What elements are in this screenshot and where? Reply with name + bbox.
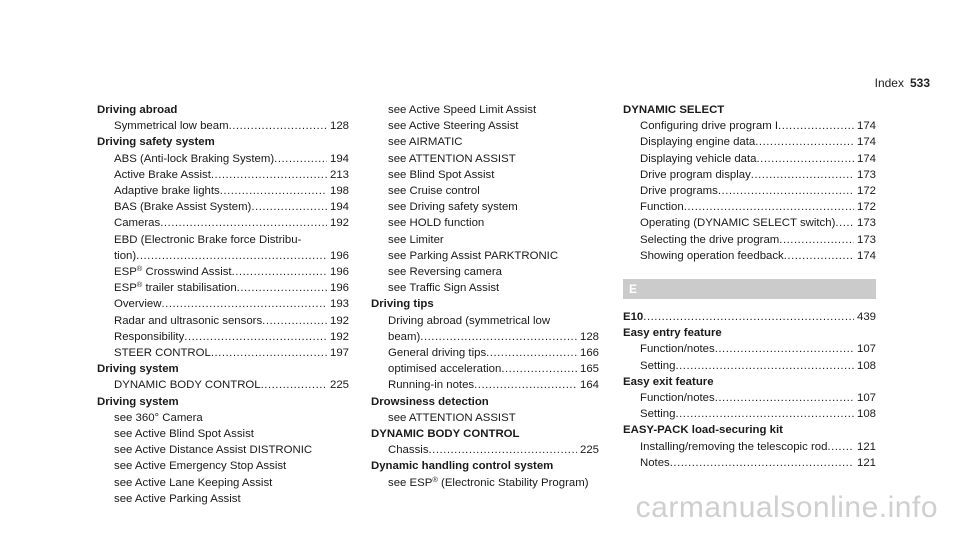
- index-entry: [97, 377, 349, 393]
- entry-label: Operating (DYNAMIC SELECT switch): [640, 217, 836, 230]
- entry-text: see Limiter: [388, 233, 444, 246]
- index-entry: [97, 248, 349, 264]
- entry-label: Drive programs: [640, 185, 718, 198]
- index-heading: Easy entry feature: [623, 327, 722, 340]
- index-entry: [97, 296, 349, 312]
- page-ref: 194: [329, 201, 349, 214]
- entry-text: see Driving safety system: [388, 201, 518, 214]
- dot-leader: [715, 341, 854, 357]
- page-ref: 197: [329, 347, 349, 360]
- dot-leader: [784, 248, 854, 264]
- entry-text: [388, 345, 486, 361]
- entry-label: Displaying engine data: [640, 136, 756, 149]
- index-subentry: [97, 426, 349, 442]
- page-ref: 166: [579, 347, 599, 360]
- entry-text: see Reversing camera: [388, 266, 502, 279]
- entry-label: E10: [623, 311, 644, 324]
- entry-text: see Blind Spot Assist: [388, 168, 495, 181]
- index-entry: [97, 167, 349, 183]
- entry-text: [388, 329, 420, 345]
- page-ref: 174: [856, 249, 876, 262]
- entry-text: [114, 167, 211, 183]
- index-heading: Driving tips: [371, 298, 434, 311]
- dot-leader: [757, 151, 854, 167]
- index-heading: Driving safety system: [97, 136, 215, 149]
- entry-text: [640, 118, 778, 134]
- dot-leader: [262, 313, 327, 329]
- index-subentry: [371, 232, 599, 248]
- page-ref: 172: [856, 201, 876, 214]
- index-subentry: [371, 102, 599, 118]
- page-ref: 108: [856, 408, 876, 421]
- index-subentry: [371, 199, 599, 215]
- index-entry: [623, 215, 876, 231]
- page-ref: 196: [329, 282, 349, 295]
- entry-text: [640, 390, 715, 406]
- page-ref: 173: [856, 217, 876, 230]
- index-subentry: [371, 313, 599, 329]
- index-subentry: [371, 280, 599, 296]
- entry-label: ESP: [114, 266, 137, 279]
- index-subentry: [97, 410, 349, 426]
- entry-text: see ATTENTION ASSIST: [388, 411, 516, 424]
- dot-leader: [220, 183, 327, 199]
- page-ref: 196: [329, 266, 349, 279]
- entry-text: [114, 199, 251, 215]
- entry-text: see Active Steering Assist: [388, 120, 519, 133]
- page-ref: 198: [329, 185, 349, 198]
- index-column-3: [623, 102, 876, 471]
- page-ref: 225: [579, 444, 599, 457]
- entry-text: [640, 134, 755, 150]
- entry-text: [388, 361, 501, 377]
- entry-label: Chassis: [388, 444, 429, 457]
- page-ref: 121: [856, 440, 876, 453]
- page-ref: 192: [329, 217, 349, 230]
- registered-mark: ®: [136, 280, 143, 290]
- index-entry: [97, 215, 349, 231]
- index-entry: [97, 118, 349, 134]
- entry-text: [114, 280, 237, 296]
- entry-text: [114, 215, 160, 231]
- index-entry: [97, 345, 349, 361]
- entry-text: [640, 248, 784, 264]
- entry-text: [114, 296, 161, 312]
- index-entry: [97, 183, 349, 199]
- entry-label: Drive program display: [640, 168, 751, 181]
- entry-label: ABS (Anti-lock Braking System): [114, 152, 275, 165]
- index-entry: [97, 264, 349, 280]
- index-entry: [623, 455, 876, 471]
- entry-label: Responsibility: [114, 330, 185, 343]
- entry-text: [388, 377, 474, 393]
- index-entry: [371, 345, 599, 361]
- entry-text: see HOLD function: [388, 217, 485, 230]
- entry-text: [114, 313, 262, 329]
- entry-text: see 360° Camera: [114, 411, 203, 424]
- entry-label: General driving tips: [388, 347, 487, 360]
- entry-text-rest: Crosswind Assist: [142, 266, 232, 279]
- watermark-text: carmanualsonline.info: [635, 491, 938, 524]
- entry-text: [640, 439, 827, 455]
- page-ref: 128: [329, 120, 349, 133]
- dot-leader: [643, 309, 854, 325]
- dot-leader: [486, 345, 577, 361]
- entry-label: STEER CONTROL: [114, 347, 211, 360]
- page-ref: 193: [329, 298, 349, 311]
- index-entry: [623, 248, 876, 264]
- index-heading: Easy exit feature: [623, 375, 714, 388]
- page-ref: 213: [329, 168, 349, 181]
- entry-label: Adaptive brake lights: [114, 185, 220, 198]
- entry-text: [114, 151, 274, 167]
- entry-text: see AIRMATIC: [388, 136, 463, 149]
- entry-text: [640, 151, 757, 167]
- page-number: 533: [909, 76, 930, 90]
- entry-text: [640, 358, 675, 374]
- entry-text: EBD (Electronic Brake force Distribu-: [114, 233, 302, 246]
- index-entry: [623, 199, 876, 215]
- index-entry: [371, 442, 599, 458]
- page-ref: 107: [856, 392, 876, 405]
- page-ref: 173: [856, 233, 876, 246]
- index-column-1: [97, 102, 349, 507]
- index-entry: [97, 329, 349, 345]
- entry-label: Running-in notes: [388, 379, 475, 392]
- dot-leader: [229, 118, 327, 134]
- entry-label: beam): [388, 330, 421, 343]
- index-entry: [623, 232, 876, 248]
- entry-text: see Active Distance Assist DISTRONIC: [114, 444, 313, 457]
- entry-label: optimised acceleration: [388, 363, 502, 376]
- page-header: [875, 76, 930, 90]
- index-entry: [623, 183, 876, 199]
- entry-text: [640, 199, 684, 215]
- entry-label: Symmetrical low beam: [114, 120, 229, 133]
- dot-leader: [675, 358, 854, 374]
- entry-label: ESP: [114, 282, 137, 295]
- entry-text: [388, 442, 429, 458]
- dot-leader: [429, 442, 577, 458]
- entry-text: [640, 232, 779, 248]
- entry-text: [623, 309, 643, 325]
- index-subentry: [371, 134, 599, 150]
- index-subentry: [371, 410, 599, 426]
- entry-text: see Parking Assist PARKTRONIC: [388, 249, 559, 262]
- dot-leader: [160, 215, 327, 231]
- entry-text: see ATTENTION ASSIST: [388, 152, 516, 165]
- dot-leader: [211, 345, 327, 361]
- index-subentry: [97, 491, 349, 507]
- index-entry: [623, 134, 876, 150]
- entry-text: see Active Lane Keeping Assist: [114, 476, 273, 489]
- entry-text: [640, 341, 715, 357]
- index-heading: DYNAMIC BODY CONTROL: [371, 428, 520, 441]
- entry-label: Notes: [640, 456, 670, 469]
- entry-text: [114, 345, 211, 361]
- entry-label: Function/notes: [640, 392, 715, 405]
- entry-text: [640, 167, 751, 183]
- index-heading: Driving abroad: [97, 104, 178, 116]
- page-ref: 173: [856, 168, 876, 181]
- index-heading: DYNAMIC SELECT: [623, 104, 725, 116]
- dot-leader: [501, 361, 577, 377]
- entry-text: see ESP: [388, 476, 433, 489]
- index-heading: Dynamic handling control system: [371, 460, 554, 473]
- entry-text: Driving abroad (symmetrical low: [388, 314, 551, 327]
- index-heading: Drowsiness detection: [371, 395, 489, 408]
- index-column-2: [371, 102, 599, 491]
- index-subentry: [97, 475, 349, 491]
- dot-leader: [261, 377, 327, 393]
- dot-leader: [827, 439, 854, 455]
- index-subentry: [371, 215, 599, 231]
- dot-leader: [211, 167, 327, 183]
- page-ref: 164: [579, 379, 599, 392]
- entry-label: Displaying vehicle data: [640, 152, 757, 165]
- dot-leader: [755, 134, 854, 150]
- dot-leader: [232, 264, 327, 280]
- dot-leader: [161, 296, 327, 312]
- entry-text: [114, 248, 136, 264]
- entry-text: [640, 406, 675, 422]
- page-ref: 172: [856, 185, 876, 198]
- page-ref: 225: [329, 379, 349, 392]
- index-subentry: [371, 118, 599, 134]
- index-subentry: [371, 475, 599, 491]
- dot-leader: [184, 329, 327, 345]
- index-entry: [97, 199, 349, 215]
- dot-leader: [670, 455, 854, 471]
- page-ref: 192: [329, 330, 349, 343]
- index-subentry: [97, 458, 349, 474]
- entry-text: see Active Emergency Stop Assist: [114, 460, 287, 473]
- entry-label: BAS (Brake Assist System): [114, 201, 252, 214]
- dot-leader: [675, 406, 854, 422]
- entry-label: Setting: [640, 359, 676, 372]
- entry-text: [114, 377, 261, 393]
- registered-mark: ®: [136, 264, 143, 274]
- index-heading: EASY-PACK load-securing kit: [623, 424, 783, 437]
- index-subentry: [97, 442, 349, 458]
- page-ref: 121: [856, 456, 876, 469]
- dot-leader: [751, 167, 854, 183]
- entry-label: Configuring drive program I: [640, 120, 779, 133]
- dot-leader: [718, 183, 854, 199]
- dot-leader: [779, 232, 854, 248]
- entry-text-rest: (Electronic Stability Program): [437, 476, 589, 489]
- dot-leader: [237, 280, 327, 296]
- index-heading: Driving system: [97, 363, 179, 376]
- page-ref: 128: [579, 330, 599, 343]
- index-entry: [623, 390, 876, 406]
- entry-text: [640, 455, 670, 471]
- entry-label: Radar and ultrasonic sensors: [114, 314, 263, 327]
- index-entry: [623, 151, 876, 167]
- dot-leader: [136, 248, 327, 264]
- index-entry: [623, 309, 876, 325]
- page-ref: 196: [329, 249, 349, 262]
- index-subentry: [371, 151, 599, 167]
- entry-label: Showing operation feedback: [640, 249, 784, 262]
- index-subentry: [371, 248, 599, 264]
- entry-text: see Active Speed Limit Assist: [388, 104, 537, 116]
- entry-label: Installing/removing the telescopic rod: [640, 440, 828, 453]
- dot-leader: [715, 390, 854, 406]
- entry-label: Overview: [114, 298, 162, 311]
- entry-text: see Active Blind Spot Assist: [114, 428, 254, 441]
- index-entry: [623, 118, 876, 134]
- page-ref: 108: [856, 359, 876, 372]
- entry-label: Active Brake Assist: [114, 168, 211, 181]
- header-title: Index: [874, 76, 904, 90]
- section-letter-bar: E: [623, 279, 876, 299]
- dot-leader: [420, 329, 577, 345]
- entry-label: Setting: [640, 408, 676, 421]
- index-entry: [371, 377, 599, 393]
- entry-text-rest: trailer stabilisation: [142, 282, 237, 295]
- page-ref: 174: [856, 152, 876, 165]
- entry-text: [114, 183, 220, 199]
- entry-text: see Cruise control: [388, 185, 480, 198]
- index-subentry: [371, 167, 599, 183]
- page-ref: 165: [579, 363, 599, 376]
- index-heading: Driving system: [97, 395, 179, 408]
- index-entry: [623, 358, 876, 374]
- registered-mark: ®: [432, 474, 438, 484]
- dot-leader: [274, 151, 327, 167]
- entry-text: [114, 264, 232, 280]
- dot-leader: [835, 215, 854, 231]
- index-entry: [97, 151, 349, 167]
- entry-text: [114, 329, 184, 345]
- dot-leader: [251, 199, 327, 215]
- index-entry: [371, 329, 599, 345]
- page-ref: 194: [329, 152, 349, 165]
- entry-label: DYNAMIC BODY CONTROL: [114, 379, 261, 392]
- index-entry: [371, 361, 599, 377]
- entry-label: tion): [114, 249, 137, 262]
- index-entry: [97, 313, 349, 329]
- index-entry: [97, 280, 349, 296]
- page-ref: 192: [329, 314, 349, 327]
- dot-leader: [474, 377, 577, 393]
- entry-text: [114, 118, 229, 134]
- entry-label: Function: [640, 201, 684, 214]
- page-ref: 439: [856, 311, 876, 324]
- page-ref: 107: [856, 343, 876, 356]
- dot-leader: [778, 118, 854, 134]
- entry-label: Function/notes: [640, 343, 715, 356]
- entry-label: Cameras: [114, 217, 161, 230]
- entry-text: see Active Parking Assist: [114, 492, 241, 505]
- entry-text: see Traffic Sign Assist: [388, 282, 500, 295]
- index-entry: [623, 406, 876, 422]
- index-entry: [623, 167, 876, 183]
- entry-text: [640, 183, 718, 199]
- index-subentry: [371, 264, 599, 280]
- dot-leader: [684, 199, 854, 215]
- page-ref: 174: [856, 120, 876, 133]
- index-entry: [623, 439, 876, 455]
- entry-label: Selecting the drive program: [640, 233, 780, 246]
- entry-text: [640, 215, 835, 231]
- index-subentry: [371, 183, 599, 199]
- index-subentry: [97, 232, 349, 248]
- index-entry: [623, 341, 876, 357]
- page-ref: 174: [856, 136, 876, 149]
